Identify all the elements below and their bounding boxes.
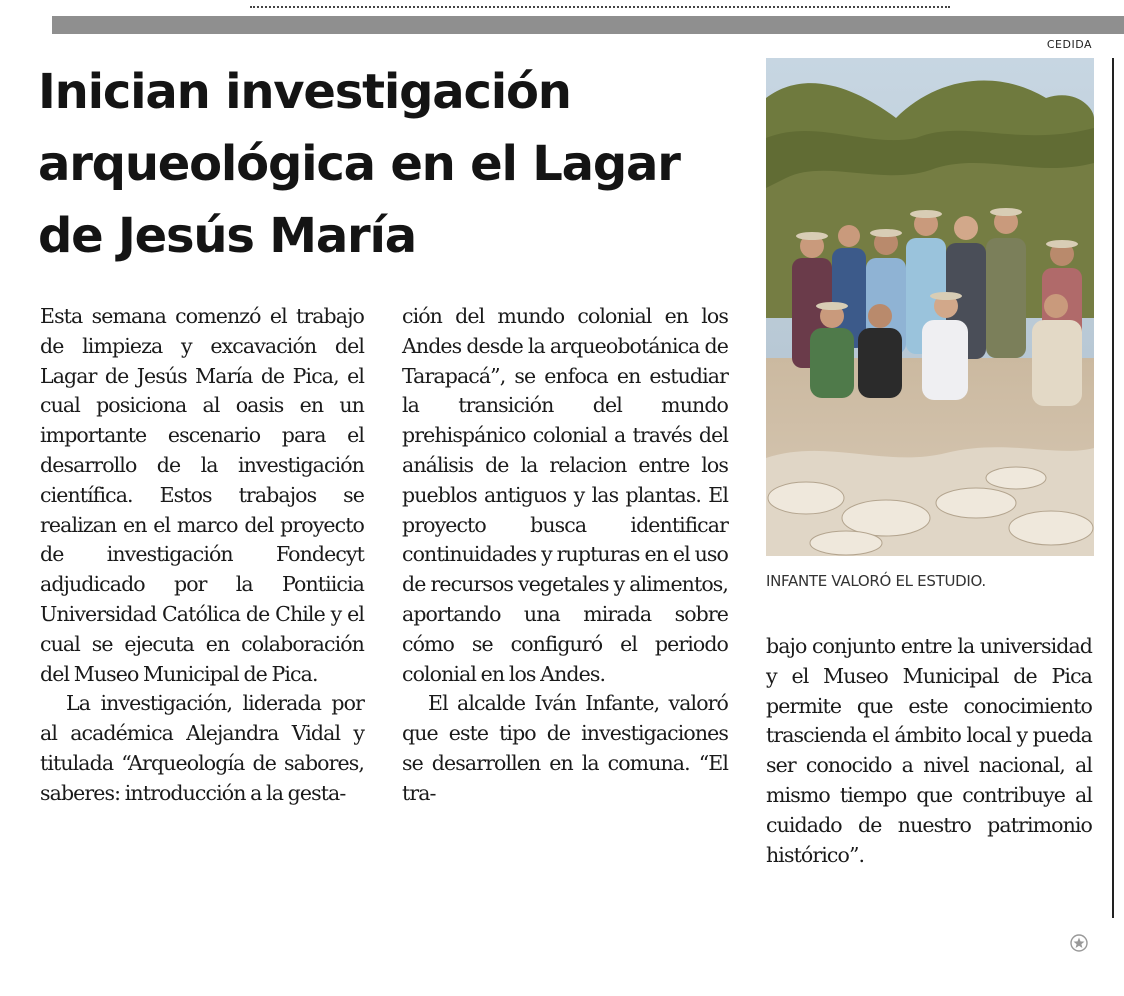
paragraph: ción del mundo colonial en los Andes desde la arqueobotánica de Tarapacá”, se enfoca en estudiar la transición del mundo prehispánico colonial a través del análisis de la relacion entre los pueblos antiguos y las plantas. El proyecto busca identificar continuidades y rupturas en el uso de recursos vegetales y alimentos, aportando una mirada sobre cómo se configuró el periodo colonial en los Andes. xyxy=(402,304,728,686)
group-photo-image xyxy=(766,58,1094,556)
paragraph: El alcalde Iván Infante, valoró que este tipo de investigaciones se desarrollen en la comuna. “El tra- xyxy=(402,691,728,805)
paragraph: La investigación, liderada por al académica Alejandra Vidal y titulada “Arqueología de sabores, saberes: introducción a la gesta- xyxy=(40,691,364,805)
photo-caption: INFANTE VALORÓ EL ESTUDIO. xyxy=(766,572,986,590)
headline-line-1: Inician investigación xyxy=(38,64,571,120)
star-end-mark-icon xyxy=(1070,934,1088,952)
paragraph: Esta semana comenzó el trabajo de limpieza y excavación del Lagar de Jesús María de Pica, el cual posiciona al oasis en un importante escenario para el desarrollo de la investigación científica. Estos trabajos se realizan en el marco del proyecto de investigación Fondecyt adjudicado por la Pontiicia Universidad Católica de Chile y el cual se ejecuta en colaboración del Museo Municipal de Pica. xyxy=(40,304,364,686)
section-rule xyxy=(52,16,1124,34)
body-column-2 xyxy=(402,302,728,809)
body-column-1 xyxy=(40,302,364,809)
photo-credit: CEDIDA xyxy=(1046,38,1092,51)
body-column-3 xyxy=(766,632,1092,870)
paragraph: bajo conjunto entre la universidad y el Museo Municipal de Pica permite que este conocimiento trascienda el ámbito local y pueda ser conocido a nivel nacional, al mismo tiempo que contribuye al cuidado de nuestro patrimonio histórico”. xyxy=(766,634,1092,867)
headline-line-2: arqueológica en el Lagar xyxy=(38,136,680,192)
column-divider xyxy=(1112,58,1114,918)
previous-article-edge xyxy=(250,0,950,8)
headline xyxy=(38,56,738,272)
group-photo xyxy=(766,58,1094,556)
headline-line-3: de Jesús María xyxy=(38,208,416,264)
